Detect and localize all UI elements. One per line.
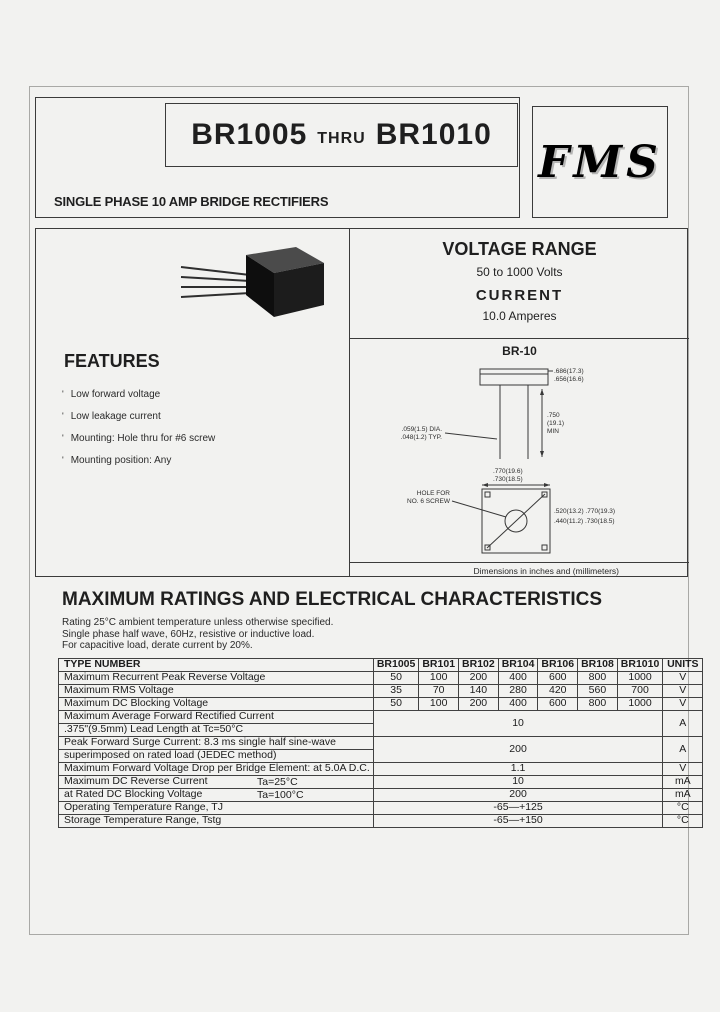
table-row <box>59 789 703 802</box>
row-label: .375"(9.5mm) Lead Length at Tc=50°C <box>59 724 374 737</box>
table-row <box>59 711 703 724</box>
package-name: BR-10 <box>502 344 537 358</box>
hole-label-1: HOLE FOR <box>416 490 450 497</box>
bullet-mark: ' <box>62 433 64 443</box>
row-label: Maximum DC Blocking Voltage <box>59 698 374 711</box>
current-value: 10.0 Amperes <box>482 309 557 323</box>
dim-lead-dia-1: .059(1.5) DIA. <box>401 426 442 433</box>
row-label: Operating Temperature Range, TJ <box>59 802 374 815</box>
company-logo: FMS <box>538 136 662 188</box>
cell-value: 800 <box>578 672 618 685</box>
cell-value: -65—+150 <box>373 815 663 828</box>
unit-cell: A <box>663 737 703 763</box>
cell-value: 50 <box>373 698 419 711</box>
cell-value: 600 <box>538 672 578 685</box>
row-condition-text: Ta=100°C <box>257 789 304 801</box>
table-row <box>59 685 703 698</box>
bullet-mark: ' <box>62 455 64 465</box>
dimensions-note: Dimensions in inches and (millimeters) <box>350 562 689 576</box>
dim-body-width-bottom: .656(16.6) <box>554 376 584 383</box>
dim-lead-dia-2: .048(1.2) TYP. <box>400 434 442 441</box>
rating-note-line: Rating 25°C ambient temperature unless otherwise specified. <box>62 617 334 628</box>
cell-value: 420 <box>538 685 578 698</box>
rating-notes <box>62 617 333 652</box>
features-heading: FEATURES <box>64 351 160 371</box>
rating-note-line: For capacitive load, derate current by 20%. <box>62 640 253 651</box>
cell-value: 200 <box>459 672 499 685</box>
features-list <box>62 389 215 477</box>
row-label: Peak Forward Surge Current: 8.3 ms single half sine-wave <box>59 737 374 750</box>
column-header: BR108 <box>578 659 618 672</box>
terminal-mark <box>485 492 490 497</box>
unit-cell: °C <box>663 815 703 828</box>
lead-wire <box>181 293 250 297</box>
part-number-end: BR1010 <box>375 118 492 151</box>
cell-value: 400 <box>498 672 538 685</box>
title-thru: THRU <box>317 130 366 147</box>
cell-value: 1000 <box>617 698 663 711</box>
row-label-text: Maximum DC Reverse Current <box>64 775 208 788</box>
column-header: BR106 <box>538 659 578 672</box>
cell-value: 100 <box>419 698 459 711</box>
main-content-box <box>35 228 688 577</box>
unit-cell: mA <box>663 776 703 789</box>
bridge-diagonal <box>487 494 545 548</box>
table-row <box>59 802 703 815</box>
unit-cell: V <box>663 672 703 685</box>
row-label <box>59 776 374 789</box>
title-block <box>35 97 520 218</box>
lead-wire <box>181 277 250 281</box>
current-label: CURRENT <box>475 287 564 304</box>
cell-value: 140 <box>459 685 499 698</box>
cell-value: 560 <box>578 685 618 698</box>
dim-body-width-top: .686(17.3) <box>554 368 584 375</box>
rating-note-line: Single phase half wave, 60Hz, resistive or inductive load. <box>62 628 315 640</box>
feature-text: Low forward voltage <box>70 389 161 400</box>
dim-base-right-bottom: .440(11.2) .730(18.5) <box>554 518 615 525</box>
cell-value: 800 <box>578 698 618 711</box>
cell-value: 280 <box>498 685 538 698</box>
row-label: Maximum Average Forward Rectified Current <box>59 711 374 724</box>
cell-value: 10 <box>373 776 663 789</box>
dim-base-right-top: .520(13.2) .770(19.3) <box>554 508 616 515</box>
part-number-start: BR1005 <box>191 118 308 151</box>
cell-value: -65—+125 <box>373 802 663 815</box>
table-row <box>59 815 703 828</box>
cell-value: 50 <box>373 672 419 685</box>
column-header: BR102 <box>459 659 499 672</box>
feature-item <box>62 389 215 400</box>
table-header-row <box>59 659 703 672</box>
cell-value: 100 <box>419 672 459 685</box>
column-header: BR104 <box>498 659 538 672</box>
logo-box <box>532 106 668 218</box>
bullet-mark: ' <box>62 411 64 421</box>
table-row <box>59 763 703 776</box>
feature-item <box>62 411 215 422</box>
cell-value: 400 <box>498 698 538 711</box>
package-body-outline <box>480 369 548 385</box>
row-label: Maximum Forward Voltage Drop per Bridge Element: at 5.0A D.C. <box>59 763 374 776</box>
hole-label-2: NO. 6 SCREW <box>407 498 450 505</box>
row-label: superimposed on rated load (JEDEC method) <box>59 750 374 763</box>
dim-lead-len-2: (19.1) <box>547 420 564 427</box>
unit-cell: A <box>663 711 703 737</box>
ratings-heading: MAXIMUM RATINGS AND ELECTRICAL CHARACTERISTICS <box>62 589 603 610</box>
product-photo <box>166 237 356 342</box>
table-row <box>59 698 703 711</box>
cell-value: 200 <box>373 789 663 802</box>
unit-cell: V <box>663 698 703 711</box>
row-label-text: at Rated DC Blocking Voltage <box>64 788 203 801</box>
cell-value: 10 <box>373 711 663 737</box>
table-row <box>59 737 703 750</box>
subtitle: SINGLE PHASE 10 AMP BRIDGE RECTIFIERS <box>54 194 329 209</box>
feature-text: Mounting: Hole thru for #6 screw <box>70 433 216 444</box>
unit-cell: °C <box>663 802 703 815</box>
ratings-summary <box>350 229 689 338</box>
column-header: BR1005 <box>373 659 419 672</box>
dim-lead-len-3: MIN <box>547 428 559 435</box>
column-header: BR101 <box>419 659 459 672</box>
row-condition-text: Ta=25°C <box>257 776 298 788</box>
characteristics-table <box>58 658 703 828</box>
unit-cell: mA <box>663 789 703 802</box>
unit-cell: V <box>663 763 703 776</box>
cell-value: 70 <box>419 685 459 698</box>
column-header: BR1010 <box>617 659 663 672</box>
dim-base-width-bottom: .730(18.5) <box>493 476 523 483</box>
cell-value: 600 <box>538 698 578 711</box>
column-header: UNITS <box>663 659 703 672</box>
dim-base-width-top: .770(19.6) <box>493 468 523 475</box>
lead-wire <box>181 267 250 275</box>
feature-text: Low leakage current <box>70 411 161 422</box>
bullet-mark: ' <box>62 389 64 399</box>
table-row <box>59 776 703 789</box>
voltage-range-value: 50 to 1000 Volts <box>476 265 563 279</box>
cell-value: 200 <box>459 698 499 711</box>
voltage-range-label: VOLTAGE RANGE <box>442 239 597 259</box>
cell-value: 200 <box>373 737 663 763</box>
cell-value: 1.1 <box>373 763 663 776</box>
package-drawing-section <box>350 339 689 578</box>
unit-cell: V <box>663 685 703 698</box>
row-label <box>59 789 374 802</box>
row-label: Storage Temperature Range, Tstg <box>59 815 374 828</box>
column-header: TYPE NUMBER <box>59 659 374 672</box>
row-label: Maximum Recurrent Peak Reverse Voltage <box>59 672 374 685</box>
feature-text: Mounting position: Any <box>70 455 172 466</box>
row-label: Maximum RMS Voltage <box>59 685 374 698</box>
cell-value: 1000 <box>617 672 663 685</box>
part-number-title-box <box>165 103 518 167</box>
cell-value: 35 <box>373 685 419 698</box>
table-row <box>59 672 703 685</box>
package-outline-drawing <box>350 361 689 557</box>
feature-item <box>62 455 215 466</box>
cell-value: 700 <box>617 685 663 698</box>
terminal-mark <box>542 545 547 550</box>
dim-lead-len-1: .750 <box>547 412 560 419</box>
feature-item <box>62 433 215 444</box>
